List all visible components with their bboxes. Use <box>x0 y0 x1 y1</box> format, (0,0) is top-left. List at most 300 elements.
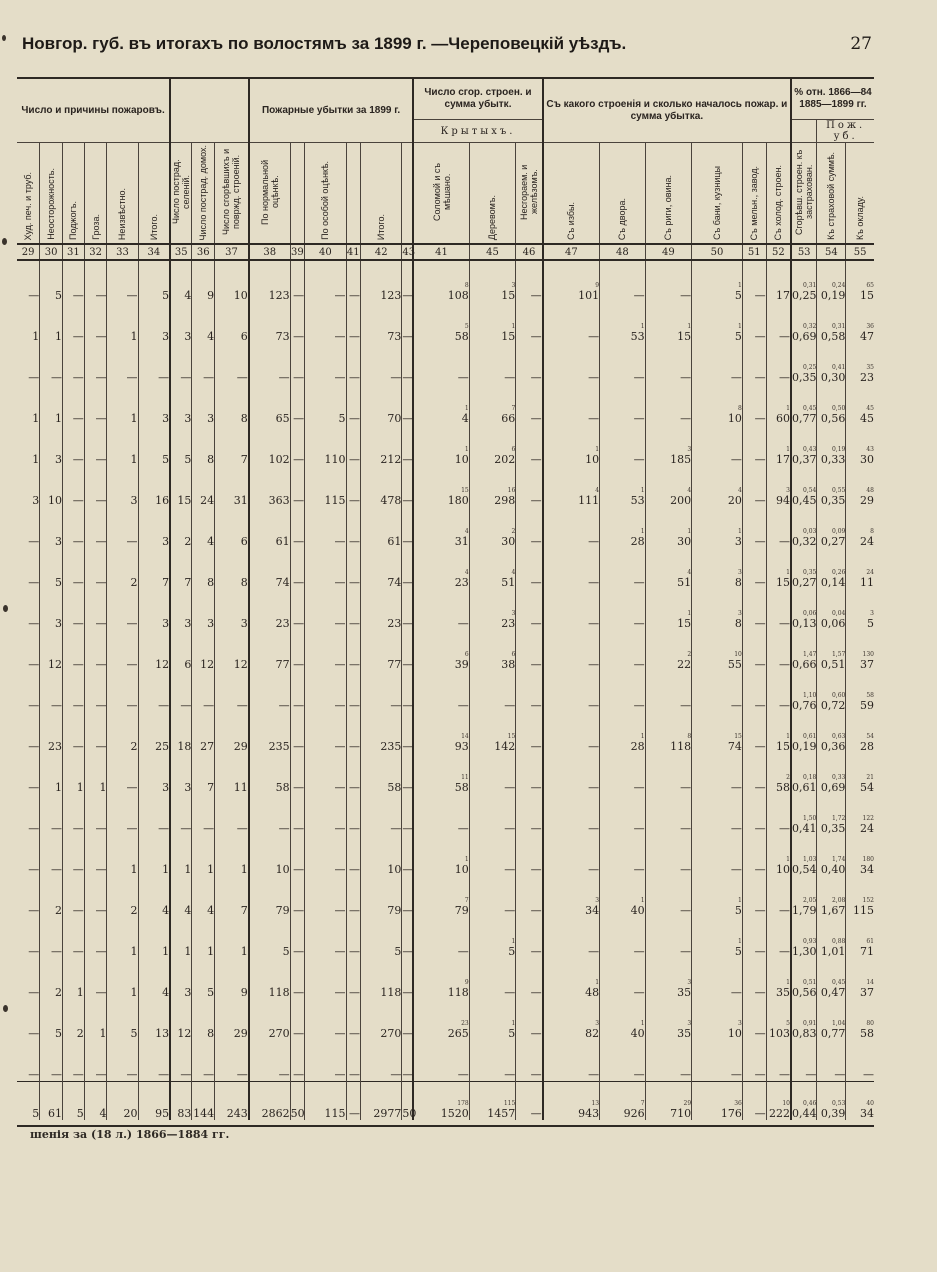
table-cell <box>192 671 215 712</box>
column-header <box>40 143 63 245</box>
table-cell <box>249 384 290 425</box>
table-cell <box>290 548 304 589</box>
cell-superscript: 6 <box>511 446 516 453</box>
cell-value: — <box>28 1027 40 1040</box>
table-cell <box>766 794 791 835</box>
table-cell <box>249 999 290 1040</box>
table-cell <box>817 671 846 712</box>
column-number: 43 <box>402 244 413 260</box>
cell-value: — <box>680 371 692 384</box>
table-cell <box>600 712 646 753</box>
cell-value: — <box>293 699 305 712</box>
cell-value: — <box>754 494 766 507</box>
cell-value: — <box>588 699 600 712</box>
table-cell <box>192 630 215 671</box>
cell-value: 1 <box>184 863 192 876</box>
table-cell <box>17 260 40 302</box>
covered-subheader: Крытыхъ. <box>413 120 542 143</box>
table-cell <box>63 548 85 589</box>
cell-value: 45 <box>860 412 874 425</box>
cell-value: — <box>754 412 766 425</box>
cell-value: — <box>278 699 290 712</box>
column-header <box>846 143 874 245</box>
column-header-label: Сгорѣвш. строен. къ застрахован. <box>794 149 815 235</box>
table-cell <box>305 589 346 630</box>
cell-value: — <box>334 576 346 589</box>
cell-value: — <box>51 1068 62 1081</box>
table-cell <box>346 794 360 835</box>
cell-value: — <box>402 904 414 917</box>
table-cell <box>645 425 692 466</box>
table-cell <box>543 958 600 999</box>
table-cell <box>516 1082 543 1121</box>
table-cell <box>305 753 346 794</box>
cell-value: 123 <box>380 289 402 302</box>
cell-value: 0,40 <box>820 863 846 876</box>
cell-value: — <box>402 986 414 999</box>
cell-value: 12 <box>177 1027 192 1040</box>
cell-superscript: 1 <box>640 528 645 535</box>
table-cell <box>346 835 360 876</box>
cell-superscript: 1 <box>786 979 790 986</box>
cell-value: — <box>349 781 361 794</box>
table-cell <box>469 425 516 466</box>
table-cell <box>170 835 192 876</box>
cell-value: — <box>293 904 305 917</box>
table-cell <box>846 671 874 712</box>
table-cell <box>766 712 791 753</box>
cell-value: 0,32 <box>792 535 817 548</box>
cell-value: — <box>779 371 790 384</box>
table-cell <box>107 630 138 671</box>
table-cell <box>215 507 249 548</box>
cell-superscript: 9 <box>464 979 469 986</box>
cell-value: — <box>349 1068 361 1081</box>
table-cell <box>63 507 85 548</box>
column-number: 34 <box>138 244 170 260</box>
table-cell <box>413 671 469 712</box>
cell-superscript: 0,54 <box>803 487 817 494</box>
cell-value: 24 <box>200 494 215 507</box>
table-cell <box>766 917 791 958</box>
table-cell <box>249 507 290 548</box>
cell-value: — <box>402 535 414 548</box>
cell-value: — <box>779 1068 790 1081</box>
table-cell <box>361 425 402 466</box>
table-cell <box>402 753 413 794</box>
table-cell <box>107 999 138 1040</box>
column-header <box>346 143 360 245</box>
cell-value: — <box>180 371 192 384</box>
table-cell <box>742 466 766 507</box>
cell-value: — <box>72 576 84 589</box>
table-cell <box>846 835 874 876</box>
table-cell <box>516 548 543 589</box>
cell-value: 8 <box>734 617 742 630</box>
cell-superscript: 0,91 <box>803 1020 817 1027</box>
column-number: 40 <box>305 244 346 260</box>
cell-value: — <box>28 863 40 876</box>
cell-value: — <box>530 494 542 507</box>
column-header <box>249 143 290 245</box>
cell-value: — <box>504 1068 516 1081</box>
cell-value: — <box>278 371 290 384</box>
cell-value: 39 <box>454 658 469 671</box>
cell-value: — <box>680 289 692 302</box>
table-cell <box>138 712 170 753</box>
column-header-label: Число пострад. домох. <box>198 144 209 240</box>
table-cell <box>107 753 138 794</box>
table-cell <box>469 753 516 794</box>
cell-value: 1 <box>99 781 107 794</box>
table-cell <box>63 1040 85 1082</box>
cell-value: 0,35 <box>820 494 846 507</box>
table-cell <box>543 712 600 753</box>
cell-value: 73 <box>275 330 290 343</box>
cell-superscript: 1 <box>640 487 645 494</box>
cell-value: 10 <box>727 1027 742 1040</box>
cell-value: 74 <box>275 576 290 589</box>
table-cell <box>63 589 85 630</box>
table-row <box>17 999 874 1040</box>
cell-value: — <box>293 658 305 671</box>
table-cell <box>63 712 85 753</box>
table-cell <box>645 753 692 794</box>
cell-value: 11 <box>233 781 248 794</box>
group-header <box>170 79 249 143</box>
table-cell <box>107 1040 138 1082</box>
cell-value: — <box>633 945 645 958</box>
cell-value: 5 <box>55 576 62 589</box>
table-cell <box>645 1082 692 1121</box>
cell-value: 2 <box>55 904 62 917</box>
cell-superscript: 5 <box>464 323 469 330</box>
cell-value: 5 <box>55 289 62 302</box>
cell-value: 926 <box>623 1107 645 1120</box>
cell-value: 0,06 <box>820 617 846 630</box>
table-cell <box>40 1040 63 1082</box>
column-header <box>543 143 600 245</box>
column-header <box>469 143 516 245</box>
cell-value: 0,69 <box>820 781 846 794</box>
table-cell <box>469 958 516 999</box>
cell-superscript: 0,43 <box>803 446 817 453</box>
cell-superscript: 1,10 <box>803 692 817 699</box>
table-cell <box>846 630 874 671</box>
cell-value: — <box>588 576 600 589</box>
table-cell <box>846 794 874 835</box>
cell-superscript: 15 <box>461 487 469 494</box>
table-cell <box>138 548 170 589</box>
cell-value: 38 <box>501 658 516 671</box>
table-cell <box>791 302 817 343</box>
cell-value: 478 <box>380 494 402 507</box>
table-row <box>17 712 874 753</box>
cell-value: — <box>334 371 346 384</box>
table-cell <box>290 466 304 507</box>
table-cell <box>215 425 249 466</box>
cell-value: 20 <box>727 494 742 507</box>
column-number: 29 <box>17 244 40 260</box>
table-cell <box>346 260 360 302</box>
table-cell <box>516 917 543 958</box>
cell-value: 0,45 <box>792 494 817 507</box>
table-cell <box>63 876 85 917</box>
cell-superscript: 43 <box>866 446 874 453</box>
cell-value: — <box>633 617 645 630</box>
cell-value: 58 <box>860 1027 874 1040</box>
table-cell <box>469 302 516 343</box>
table-cell <box>645 999 692 1040</box>
cell-superscript: 80 <box>866 1020 874 1027</box>
table-cell <box>791 958 817 999</box>
table-cell <box>742 630 766 671</box>
cell-value: — <box>680 412 692 425</box>
cell-value: 5 <box>508 945 516 958</box>
cell-value: — <box>126 658 138 671</box>
cell-value: 2977 <box>373 1107 402 1120</box>
cell-superscript: 61 <box>866 938 874 945</box>
table-cell <box>249 589 290 630</box>
table-cell <box>170 876 192 917</box>
table-cell <box>107 507 138 548</box>
cell-value: — <box>680 863 692 876</box>
table-row <box>17 671 874 712</box>
table-cell <box>402 384 413 425</box>
cell-value: 3 <box>55 453 62 466</box>
table-body <box>17 260 874 1120</box>
table-cell <box>413 589 469 630</box>
table-cell <box>170 753 192 794</box>
cell-value: — <box>334 535 346 548</box>
cell-superscript: 4 <box>595 487 600 494</box>
cell-value: — <box>530 1027 542 1040</box>
cell-value: 61 <box>387 535 402 548</box>
cell-superscript: 3 <box>511 282 516 289</box>
table-cell <box>413 753 469 794</box>
column-header-label: Неосторожность. <box>46 168 57 240</box>
table-cell <box>170 589 192 630</box>
table-cell <box>215 343 249 384</box>
cell-value: — <box>530 945 542 958</box>
table-cell <box>346 425 360 466</box>
cell-value: — <box>588 535 600 548</box>
cell-value: 176 <box>720 1107 742 1120</box>
cell-value: 11 <box>860 576 874 589</box>
table-cell <box>84 1040 107 1082</box>
table-cell <box>469 794 516 835</box>
table-cell <box>692 1082 743 1121</box>
cell-value: 7 <box>162 576 170 589</box>
table-cell <box>40 917 63 958</box>
statistics-table <box>17 79 874 1120</box>
table-cell <box>107 835 138 876</box>
table-cell <box>543 876 600 917</box>
cell-value: — <box>754 289 766 302</box>
cell-value: — <box>126 289 138 302</box>
table-cell <box>361 671 402 712</box>
cell-superscript: 0,51 <box>803 979 817 986</box>
table-cell <box>249 1040 290 1082</box>
cell-value: 29 <box>233 740 248 753</box>
cell-value: — <box>51 945 62 958</box>
cell-value: 0,19 <box>792 740 817 753</box>
column-number: 52 <box>766 244 791 260</box>
cell-value: — <box>158 1068 170 1081</box>
cell-value: 235 <box>268 740 290 753</box>
table-cell <box>17 343 40 384</box>
table-cell <box>817 876 846 917</box>
cell-value: 16 <box>155 494 170 507</box>
column-number: 51 <box>742 244 766 260</box>
table-cell <box>17 302 40 343</box>
cell-value: 40 <box>630 1027 645 1040</box>
table-cell <box>645 589 692 630</box>
cell-superscript: 40 <box>866 1100 874 1107</box>
table-cell <box>215 548 249 589</box>
cell-value: — <box>126 781 138 794</box>
cell-value: 25 <box>155 740 170 753</box>
cell-value: — <box>680 781 692 794</box>
table-cell <box>84 835 107 876</box>
cell-value: 23 <box>501 617 516 630</box>
table-cell <box>791 876 817 917</box>
cell-value: 51 <box>677 576 692 589</box>
table-cell <box>817 1040 846 1082</box>
table-cell <box>346 999 360 1040</box>
cell-superscript: 7 <box>511 405 516 412</box>
cell-value: — <box>349 289 361 302</box>
table-cell <box>817 384 846 425</box>
cell-value: 1 <box>162 945 170 958</box>
cell-superscript: 8 <box>687 733 692 740</box>
table-cell <box>84 999 107 1040</box>
table-cell <box>766 671 791 712</box>
cell-value: 0,19 <box>820 289 846 302</box>
table-cell <box>413 260 469 302</box>
scan-speck <box>3 605 8 612</box>
table-cell <box>63 671 85 712</box>
cell-superscript: 0,50 <box>831 405 846 412</box>
cell-value: — <box>95 740 107 753</box>
cell-superscript: 1 <box>640 1020 645 1027</box>
cell-value: 95 <box>155 1107 170 1120</box>
cell-superscript: 6 <box>511 651 516 658</box>
cell-value: 0,35 <box>820 822 846 835</box>
cell-value: 7 <box>240 453 248 466</box>
table-cell <box>84 958 107 999</box>
cell-value: — <box>293 371 305 384</box>
cell-superscript: 15 <box>734 733 742 740</box>
table-cell <box>543 507 600 548</box>
table-cell <box>791 425 817 466</box>
table-cell <box>543 302 600 343</box>
table-cell <box>40 876 63 917</box>
table-cell <box>543 999 600 1040</box>
table-cell <box>170 630 192 671</box>
cell-value: 61 <box>275 535 290 548</box>
cell-value: 0,39 <box>820 1107 846 1120</box>
table-cell <box>402 958 413 999</box>
table-cell <box>469 507 516 548</box>
table-cell <box>290 343 304 384</box>
table-cell <box>846 1040 874 1082</box>
column-header <box>17 143 40 245</box>
cell-value: 1 <box>130 945 138 958</box>
cell-value: — <box>126 535 138 548</box>
cell-superscript: 4 <box>511 569 516 576</box>
cell-value: — <box>236 1068 248 1081</box>
cell-value: — <box>730 822 742 835</box>
cell-value: — <box>730 1068 742 1081</box>
column-number: 35 <box>170 244 192 260</box>
table-cell <box>215 753 249 794</box>
cell-superscript: 1 <box>738 323 742 330</box>
table-cell <box>766 343 791 384</box>
column-header <box>817 143 846 245</box>
table-cell <box>17 712 40 753</box>
table-cell <box>170 507 192 548</box>
cell-value: 8 <box>240 576 248 589</box>
column-number: 42 <box>361 244 402 260</box>
cell-value: 4 <box>207 330 215 343</box>
table-cell <box>305 712 346 753</box>
table-cell <box>645 466 692 507</box>
table-cell <box>249 876 290 917</box>
table-cell <box>846 876 874 917</box>
table-cell <box>516 630 543 671</box>
table-cell <box>413 425 469 466</box>
cell-value: — <box>754 1027 766 1040</box>
table-cell <box>361 999 402 1040</box>
cell-value: 0,66 <box>792 658 817 671</box>
table-cell <box>192 343 215 384</box>
cell-value: — <box>349 740 361 753</box>
cell-superscript: 1 <box>786 405 790 412</box>
table-cell <box>63 260 85 302</box>
table-cell <box>600 1040 646 1082</box>
cell-value: — <box>28 535 40 548</box>
table-cell <box>170 999 192 1040</box>
table-cell <box>543 589 600 630</box>
table-cell <box>63 302 85 343</box>
table-cell <box>600 302 646 343</box>
cell-value: — <box>236 822 248 835</box>
cell-value: 10 <box>48 494 62 507</box>
table-cell <box>469 384 516 425</box>
table-cell <box>346 507 360 548</box>
table-cell <box>305 384 346 425</box>
cell-value: 37 <box>860 986 874 999</box>
table-cell <box>40 548 63 589</box>
table-cell <box>645 384 692 425</box>
cell-value: — <box>95 822 107 835</box>
cell-value: — <box>779 535 790 548</box>
column-header-label: Съ мельн., завод. <box>749 165 760 240</box>
table-cell <box>346 589 360 630</box>
table-cell <box>645 343 692 384</box>
column-number: 45 <box>469 244 516 260</box>
cell-value: — <box>754 453 766 466</box>
table-cell <box>305 425 346 466</box>
cell-value: — <box>28 904 40 917</box>
table-cell <box>305 1082 346 1121</box>
table-cell <box>84 630 107 671</box>
table-cell <box>290 794 304 835</box>
table-cell <box>290 1040 304 1082</box>
table-cell <box>692 999 743 1040</box>
cell-value: 5 <box>184 453 192 466</box>
